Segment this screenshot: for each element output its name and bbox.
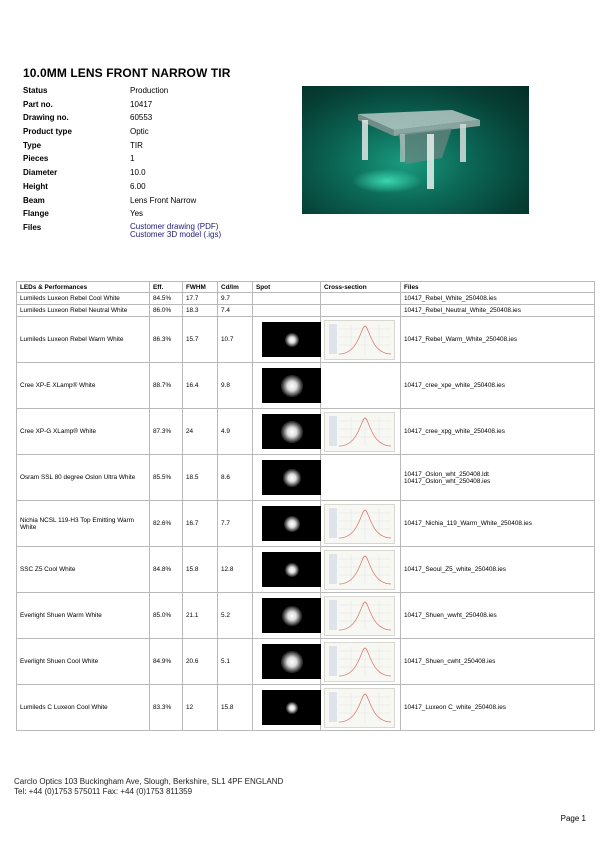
spec-label: Pieces <box>23 154 49 164</box>
table-row <box>17 293 595 305</box>
spec-label: Status <box>23 86 48 95</box>
cross-section-plot <box>324 412 395 452</box>
spot-image <box>262 506 321 541</box>
ies-file-link[interactable]: 10417_Shuen_cwht_250408.ies <box>401 639 595 685</box>
header-files: Files <box>401 282 595 293</box>
header-cdlm: Cd/lm <box>218 282 253 293</box>
fwhm: 16.4 <box>183 363 218 409</box>
customer-drawing-link[interactable]: Customer drawing (PDF) <box>130 221 219 231</box>
fwhm: 15.8 <box>183 547 218 593</box>
fwhm: 12 <box>183 685 218 731</box>
efficiency: 84.5% <box>150 293 183 305</box>
table-row <box>17 593 595 639</box>
spec-row-pieces <box>23 154 290 168</box>
cross-section-cell <box>321 685 401 731</box>
spec-label: Part no. <box>23 99 53 109</box>
cd-per-lm: 7.4 <box>218 305 253 317</box>
cross-section-cell <box>321 305 401 317</box>
spot-cell <box>253 501 321 547</box>
spec-value: 60553 <box>130 113 153 123</box>
led-name: Lumileds Luxeon Rebel Neutral White <box>17 305 150 317</box>
ies-file-link[interactable]: 10417_cree_xpe_white_250408.ies <box>401 363 595 409</box>
ies-file-link[interactable]: 10417_Rebel_Warm_White_250408.ies <box>401 317 595 363</box>
cross-section-cell <box>321 547 401 593</box>
product-photo <box>302 86 529 214</box>
cd-per-lm: 5.1 <box>218 639 253 685</box>
efficiency: 86.0% <box>150 305 183 317</box>
header-spot: Spot <box>253 282 321 293</box>
page-title: 10.0MM LENS FRONT NARROW TIR <box>23 66 231 80</box>
table-row <box>17 363 595 409</box>
performance-table <box>16 281 595 731</box>
ies-file-link[interactable]: 10417_Luxeon C_white_250408.ies <box>401 685 595 731</box>
fwhm: 20.6 <box>183 639 218 685</box>
led-name: Everlight Shuen Warm White <box>17 593 150 639</box>
cd-per-lm: 8.6 <box>218 455 253 501</box>
table-row <box>17 547 595 593</box>
spec-label: Files <box>23 222 42 232</box>
spot-cell <box>253 547 321 593</box>
spec-list <box>23 86 290 240</box>
led-name: SSC Z5 Cool White <box>17 547 150 593</box>
spot-cell <box>253 293 321 305</box>
spot-cell <box>253 593 321 639</box>
spec-row-type <box>23 141 290 155</box>
spec-row-height <box>23 182 290 196</box>
spot-image <box>262 322 321 357</box>
efficiency: 82.6% <box>150 501 183 547</box>
efficiency: 83.3% <box>150 685 183 731</box>
cross-section-plot <box>324 596 395 636</box>
ies-file-link[interactable]: 10417_Oslon_wht_250408.ldt 10417_Oslon_wht_250408.ies <box>401 455 595 501</box>
spec-row-product-type <box>23 127 290 141</box>
ies-file-link[interactable]: 10417_cree_xpg_white_250408.ies <box>401 409 595 455</box>
cd-per-lm: 7.7 <box>218 501 253 547</box>
spec-value: 1 <box>130 154 135 164</box>
spec-label: Drawing no. <box>23 113 69 123</box>
spec-label: Flange <box>23 209 49 219</box>
spec-row-drawing-no <box>23 113 290 127</box>
fwhm: 24 <box>183 409 218 455</box>
fwhm: 18.3 <box>183 305 218 317</box>
table-row <box>17 639 595 685</box>
cross-section-plot <box>324 642 395 682</box>
cd-per-lm: 10.7 <box>218 317 253 363</box>
efficiency: 87.3% <box>150 409 183 455</box>
spec-value: Optic <box>130 127 149 137</box>
cross-section-cell <box>321 317 401 363</box>
efficiency: 85.5% <box>150 455 183 501</box>
led-name: Lumileds C Luxeon Cool White <box>17 685 150 731</box>
led-name: Lumileds Luxeon Rebel Warm White <box>17 317 150 363</box>
spot-cell <box>253 455 321 501</box>
ies-file-link[interactable]: 10417_Rebel_White_250408.ies <box>401 293 595 305</box>
cd-per-lm: 9.7 <box>218 293 253 305</box>
led-name: Cree XP-E XLamp® White <box>17 363 150 409</box>
spec-label: Height <box>23 181 48 191</box>
table-row <box>17 685 595 731</box>
spot-image <box>262 598 321 633</box>
fwhm: 21.1 <box>183 593 218 639</box>
spot-cell <box>253 305 321 317</box>
led-name: Cree XP-G XLamp® White <box>17 409 150 455</box>
footer-address-line: Carclo Optics 103 Buckingham Ave, Slough, Berkshire, SL1 4PF ENGLAND <box>14 777 284 786</box>
ies-file-link[interactable]: 10417_Seoul_Z5_white_250408.ies <box>401 547 595 593</box>
spec-label: Diameter <box>23 168 58 178</box>
spot-image <box>262 644 321 679</box>
cross-section-cell <box>321 593 401 639</box>
efficiency: 88.7% <box>150 363 183 409</box>
ies-file-link[interactable]: 10417_Shuen_wwht_250408.ies <box>401 593 595 639</box>
efficiency: 85.0% <box>150 593 183 639</box>
spec-files <box>130 223 225 240</box>
spec-value: Lens Front Narrow <box>130 195 197 205</box>
cross-section-cell <box>321 293 401 305</box>
spec-row-beam <box>23 196 290 210</box>
page-number: Page 1 <box>560 814 586 823</box>
cross-section-cell <box>321 455 401 501</box>
header-eff: Eff. <box>150 282 183 293</box>
table-row <box>17 501 595 547</box>
customer-3d-model-link[interactable]: Customer 3D model (.igs) <box>130 230 222 240</box>
fwhm: 15.7 <box>183 317 218 363</box>
spec-value: Production <box>130 86 169 95</box>
cd-per-lm: 15.8 <box>218 685 253 731</box>
cross-section-plot <box>324 688 395 728</box>
fwhm: 16.7 <box>183 501 218 547</box>
spot-image <box>262 552 321 587</box>
cross-section-cell <box>321 409 401 455</box>
efficiency: 84.9% <box>150 639 183 685</box>
spot-image <box>262 414 321 449</box>
fwhm: 18.5 <box>183 455 218 501</box>
spec-label: Type <box>23 140 42 150</box>
table-row <box>17 317 595 363</box>
spec-value: 10.0 <box>130 168 146 178</box>
spec-value: 6.00 <box>130 181 146 191</box>
spec-row-flange <box>23 209 290 223</box>
cd-per-lm: 9.8 <box>218 363 253 409</box>
spec-value: 10417 <box>130 99 153 109</box>
table-row <box>17 305 595 317</box>
cross-section-cell <box>321 363 401 409</box>
table-row <box>17 409 595 455</box>
efficiency: 84.8% <box>150 547 183 593</box>
cross-section-plot <box>324 504 395 544</box>
ies-file-link[interactable]: 10417_Nichia_119_Warm_White_250408.ies <box>401 501 595 547</box>
efficiency: 86.3% <box>150 317 183 363</box>
fwhm: 17.7 <box>183 293 218 305</box>
ies-file-link[interactable]: 10417_Rebel_Neutral_White_250408.ies <box>401 305 595 317</box>
spot-cell <box>253 639 321 685</box>
header-cross-section: Cross-section <box>321 282 401 293</box>
spot-cell <box>253 317 321 363</box>
header-leds: LEDs & Performances <box>17 282 150 293</box>
table-row <box>17 455 595 501</box>
spot-image <box>262 368 321 403</box>
spec-row-files <box>23 223 290 240</box>
led-name: Everlight Shuen Cool White <box>17 639 150 685</box>
led-name: Osram SSL 80 degree Oslon Ultra White <box>17 455 150 501</box>
spot-image <box>262 460 321 495</box>
spec-row-part-no <box>23 100 290 114</box>
led-name: Nichia NCSL 119-H3 Top Emitting Warm White <box>17 501 150 547</box>
footer-phone-line: Tel: +44 (0)1753 575011 Fax: +44 (0)1753 811359 <box>14 786 193 796</box>
spec-label: Product type <box>23 127 72 137</box>
cd-per-lm: 12.8 <box>218 547 253 593</box>
spot-image <box>262 690 321 725</box>
cd-per-lm: 5.2 <box>218 593 253 639</box>
spot-cell <box>253 363 321 409</box>
spec-row-status <box>23 86 290 100</box>
lens-product-image <box>302 86 529 214</box>
spec-value: Yes <box>130 209 144 219</box>
header-fwhm: FWHM <box>183 282 218 293</box>
spot-cell <box>253 409 321 455</box>
cross-section-cell <box>321 501 401 547</box>
footer-address <box>14 777 283 796</box>
spec-value: TIR <box>130 140 143 150</box>
cross-section-plot <box>324 320 395 360</box>
spec-label: Beam <box>23 195 45 205</box>
cd-per-lm: 4.9 <box>218 409 253 455</box>
spec-row-diameter <box>23 168 290 182</box>
cross-section-cell <box>321 639 401 685</box>
table-header-row <box>17 282 595 293</box>
cross-section-plot <box>324 550 395 590</box>
spot-cell <box>253 685 321 731</box>
led-name: Lumileds Luxeon Rebel Cool White <box>17 293 150 305</box>
